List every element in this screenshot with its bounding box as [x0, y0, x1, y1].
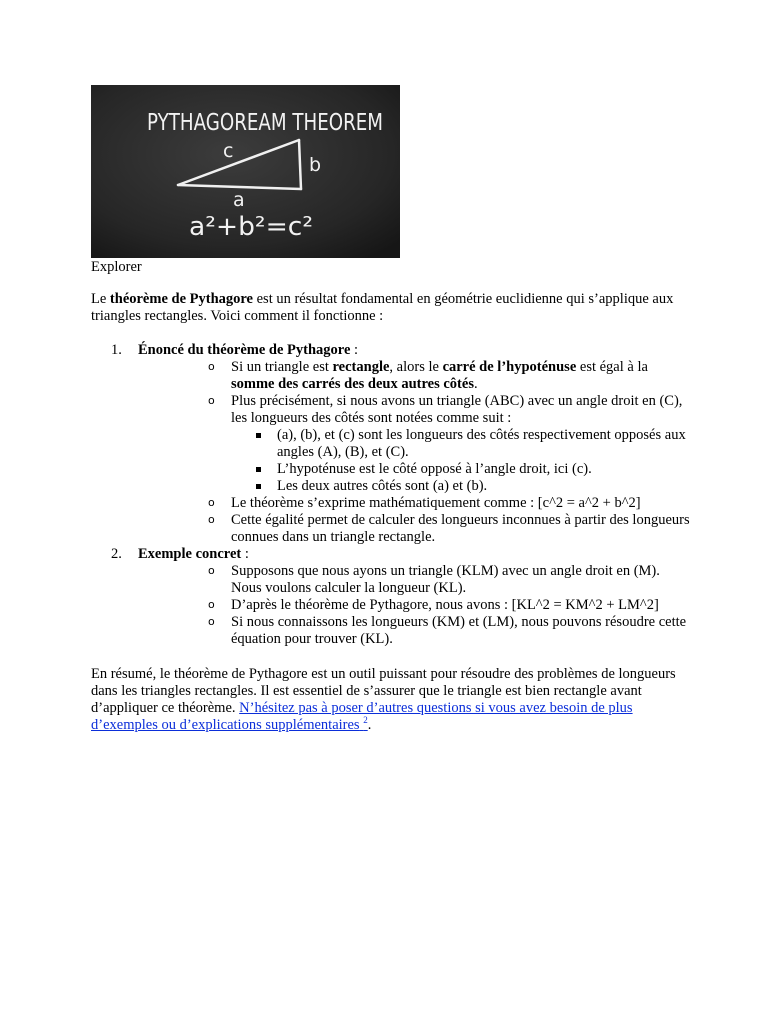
label-side-c: c: [223, 140, 234, 162]
text-run: Les deux autres côtés sont (a) et (b).: [277, 478, 488, 494]
text-run: .: [473, 376, 478, 392]
footnote-ref: 2: [363, 715, 368, 726]
bullet-marker: o: [208, 394, 215, 407]
intro-paragraph: [91, 291, 691, 325]
square-bullet-icon: [256, 467, 261, 472]
sub-sub-list: [231, 427, 691, 495]
summary-end: .: [367, 717, 372, 733]
text-run: est égal à la: [576, 359, 648, 375]
bold-run: carré de l’hypoténuse: [442, 359, 577, 375]
sub-item: [138, 359, 691, 393]
sub-item: [138, 563, 691, 597]
text-run: L’hypoténuse est le côté opposé à l’angle droit, ici (c).: [277, 461, 592, 477]
square-bullet-icon: [256, 433, 261, 438]
sub-sub-item: [231, 427, 691, 461]
chalkboard-image: [91, 85, 400, 258]
sub-item: [138, 393, 691, 495]
text-run: Le théorème s’exprime mathématiquement comme : [c^2 = a^2 + b^2]: [231, 495, 641, 511]
text-run: , alors le: [389, 359, 443, 375]
section-title: Énoncé du théorème de Pythagore: [138, 342, 351, 358]
bold-run: somme des carrés des deux autres côtés: [231, 376, 474, 392]
text-run: (a), (b), et (c) sont les longueurs des côtés respectivement opposés aux angles (A), (B), et (C).: [277, 427, 686, 460]
chalkboard-heading: PYTHAGOREAM THEOREM: [147, 110, 383, 136]
link-text: N’hésitez pas à poser d’autres questions si vous avez besoin de plus d’exemples ou d’explications supplémentaires: [91, 700, 633, 733]
image-caption: Explorer: [91, 259, 142, 275]
list-item-enonce: [91, 342, 691, 546]
sub-item: [138, 512, 691, 546]
bullet-marker: o: [208, 496, 215, 509]
item-number: 2.: [111, 546, 122, 562]
sub-sub-item: [231, 461, 691, 478]
intro-text: Le: [91, 291, 110, 307]
intro-bold: théorème de Pythagore: [109, 291, 253, 307]
sub-list: [138, 359, 691, 546]
text-run: Plus précisément, si nous avons un triangle (ABC) avec un angle droit en (C), les longueurs des côtés sont notées comme suit :: [231, 393, 683, 426]
chalkboard-formula: a²+b²=c²: [189, 212, 313, 242]
title-colon: :: [241, 546, 249, 562]
section-title: Exemple concret: [138, 546, 242, 562]
bullet-marker: o: [208, 513, 215, 526]
text-run: D’après le théorème de Pythagore, nous avons : [KL^2 = KM^2 + LM^2]: [231, 597, 659, 613]
text-run: Supposons que nous ayons un triangle (KLM) avec un angle droit en (M). Nous voulons calculer la longueur (KL).: [231, 563, 660, 596]
sub-item: [138, 614, 691, 648]
text-run: Si nous connaissons les longueurs (KM) et (LM), nous pouvons résoudre cette équation pour trouver (KL).: [231, 614, 687, 647]
intro-text-end: est un résultat fondamental en géométrie euclidienne qui s’applique aux triangles rectangles. Voici comment il fonctionne :: [91, 291, 674, 324]
bullet-marker: o: [208, 615, 215, 628]
square-bullet-icon: [256, 484, 261, 489]
bullet-marker: o: [208, 564, 215, 577]
sub-item: [138, 597, 691, 614]
item-number: 1.: [111, 342, 122, 358]
sub-sub-item: [231, 478, 691, 495]
bold-run: rectangle: [332, 359, 390, 375]
title-colon: :: [350, 342, 359, 358]
sub-item: [138, 495, 691, 512]
text-run: Si un triangle est: [231, 359, 333, 375]
numbered-list: [91, 342, 691, 648]
list-item-exemple: [91, 546, 691, 648]
label-side-a: a: [233, 189, 245, 211]
summary-paragraph: [91, 666, 691, 734]
label-side-b: b: [309, 154, 322, 176]
sub-list: [138, 563, 691, 648]
text-run: Cette égalité permet de calculer des longueurs inconnues à partir des longueurs connues dans un triangle rectangle.: [231, 512, 690, 545]
summary-text: En résumé, le théorème de Pythagore est un outil puissant pour résoudre des problèmes de longueurs dans les triangles rectangles. Il est essentiel de s’assurer que le triangle est bien rectangle avant d’appliquer ce théorème.: [91, 666, 676, 716]
bullet-marker: o: [208, 360, 215, 373]
bullet-marker: o: [208, 598, 215, 611]
